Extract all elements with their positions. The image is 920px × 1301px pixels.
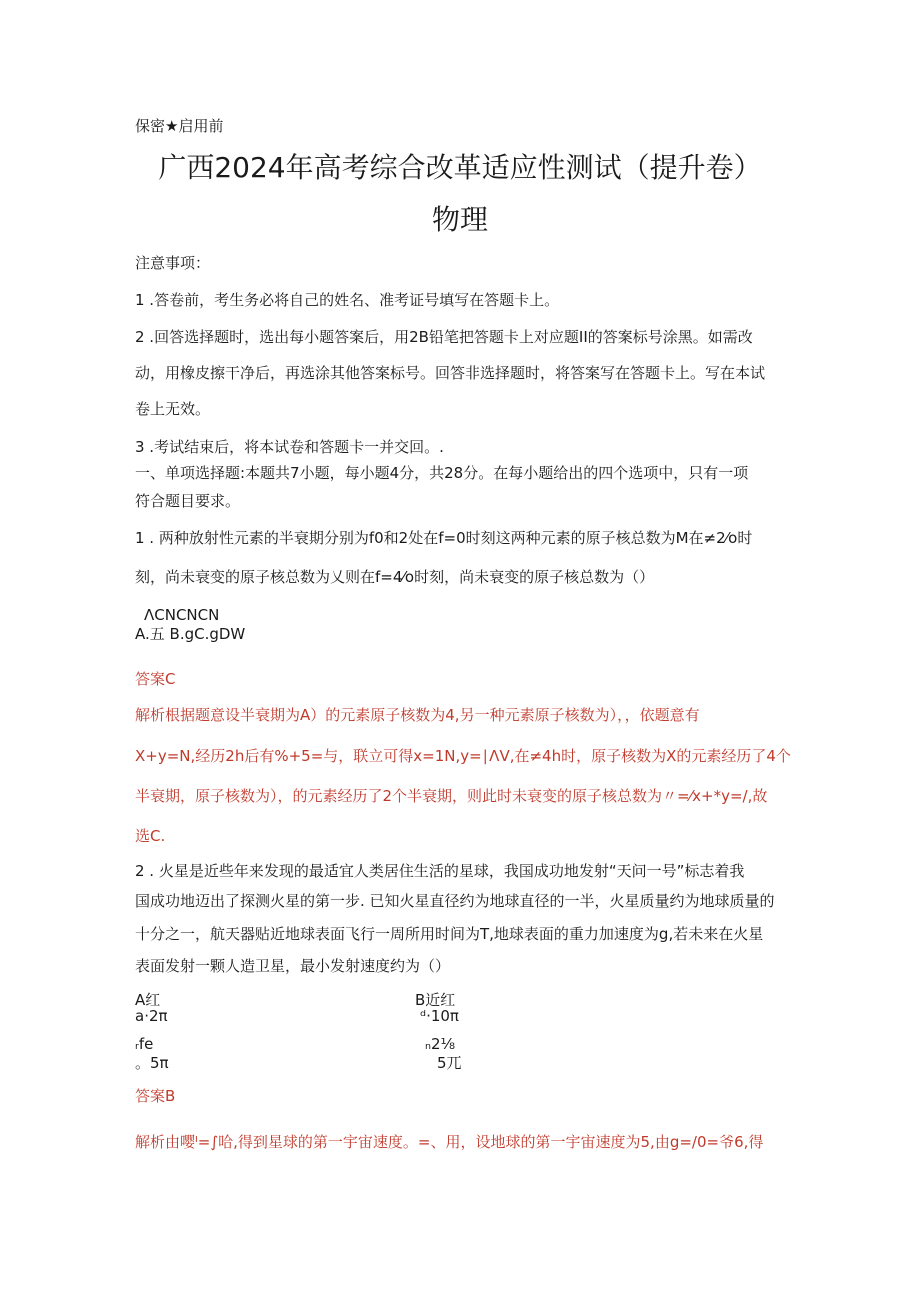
q2-option-b-bottom: ᵈ·10π: [420, 1007, 459, 1025]
q2-line-2: 国成功地迈出了探测火星的第一步. 已知火星直径约为地球直径的一半，火星质量约为地球质量的: [135, 892, 775, 910]
q2-option-c-bottom: 。5π: [135, 1054, 169, 1072]
q2-option-a-bottom: a·2π: [135, 1007, 168, 1025]
subject-title: 物理: [431, 203, 488, 236]
notice-item-2-line-3: 卷上无效。: [135, 400, 211, 418]
q1-analysis-line-4: 选C.: [135, 827, 166, 845]
q2-option-d-bottom: 5兀: [437, 1054, 462, 1072]
exam-title: 广西2024年高考综合改革适应性测试（提升卷）: [158, 151, 762, 184]
section-1-line-2: 符合题目要求。: [135, 492, 241, 510]
notice-heading: 注意事项：: [135, 254, 211, 272]
q1-analysis-line-1: 解析根据题意设半衰期为A）的元素原子核数为4,另一种元素原子核数为），，依题意有: [135, 706, 700, 724]
notice-item-2-line-1: 2 .回答选择题时，选出每小题答案后，用2B铅笔把答题卡上对应题II的答案标号涂黑。如需改: [135, 328, 753, 346]
q1-analysis-line-3: 半衰期，原子核数为），的元素经历了2个半衰期，则此时未衰变的原子核总数为〃=⁄x+*y=/,故: [135, 787, 768, 805]
q2-answer: 答案B: [135, 1087, 176, 1105]
q1-line-2: 刻，尚未衰变的原子核总数为乂则在f=4⁄o时刻，尚未衰变的原子核总数为（）: [135, 568, 655, 586]
q1-options: A.五 B.gC.gDW: [135, 625, 246, 643]
section-1-line-1: 一、单项选择题:本题共7小题，每小题4分，共28分。在每小题给出的四个选项中，只有一项: [135, 464, 749, 482]
q1-options-top: ΛCNCNCN: [144, 606, 220, 624]
q2-line-4: 表面发射一颗人造卫星，最小发射速度约为（）: [135, 957, 451, 975]
notice-item-1: 1 .答卷前，考生务必将自己的姓名、准考证号填写在答题卡上。: [135, 291, 560, 309]
notice-item-3: 3 .考试结束后，将本试卷和答题卡一并交回。.: [135, 438, 444, 456]
q2-option-c-top: ᵣfe: [135, 1035, 154, 1053]
q2-line-3: 十分之一，航天器贴近地球表面飞行一周所用时间为T,地球表面的重力加速度为g,若未来在火星: [135, 925, 764, 943]
notice-item-2-line-2: 动，用橡皮擦干净后，再选涂其他答案标号。回答非选择题时，将答案写在答题卡上。写在本试: [135, 364, 766, 382]
q2-line-1: 2 . 火星是近些年来发现的最适宜人类居住生活的星球，我国成功地发射“天问一号”标志着我: [135, 862, 745, 880]
q2-option-a-top: A红: [135, 991, 161, 1009]
q1-line-1: 1 . 两种放射性元素的半衰期分别为f0和2处在f=0时刻这两种元素的原子核总数为M在≠2⁄o时: [135, 529, 753, 547]
q2-option-b-top: B近红: [415, 991, 456, 1009]
secret-label: 保密★启用前: [135, 117, 224, 135]
q2-option-d-top: ₙ2⅛: [425, 1035, 456, 1053]
q1-answer: 答案C: [135, 670, 176, 688]
q2-analysis-line-1: 解析由嘤ᴵ=∫哈,得到星球的第一宇宙速度。=、用，设地球的第一宇宙速度为5,由g=/0=爷6,得: [135, 1133, 764, 1151]
q1-analysis-line-2: X+y=N,经历2h后有%+5=与，联立可得x=1N,y=∣ΛV,在≠4h时，原子核数为X的元素经历了4个: [135, 747, 791, 765]
